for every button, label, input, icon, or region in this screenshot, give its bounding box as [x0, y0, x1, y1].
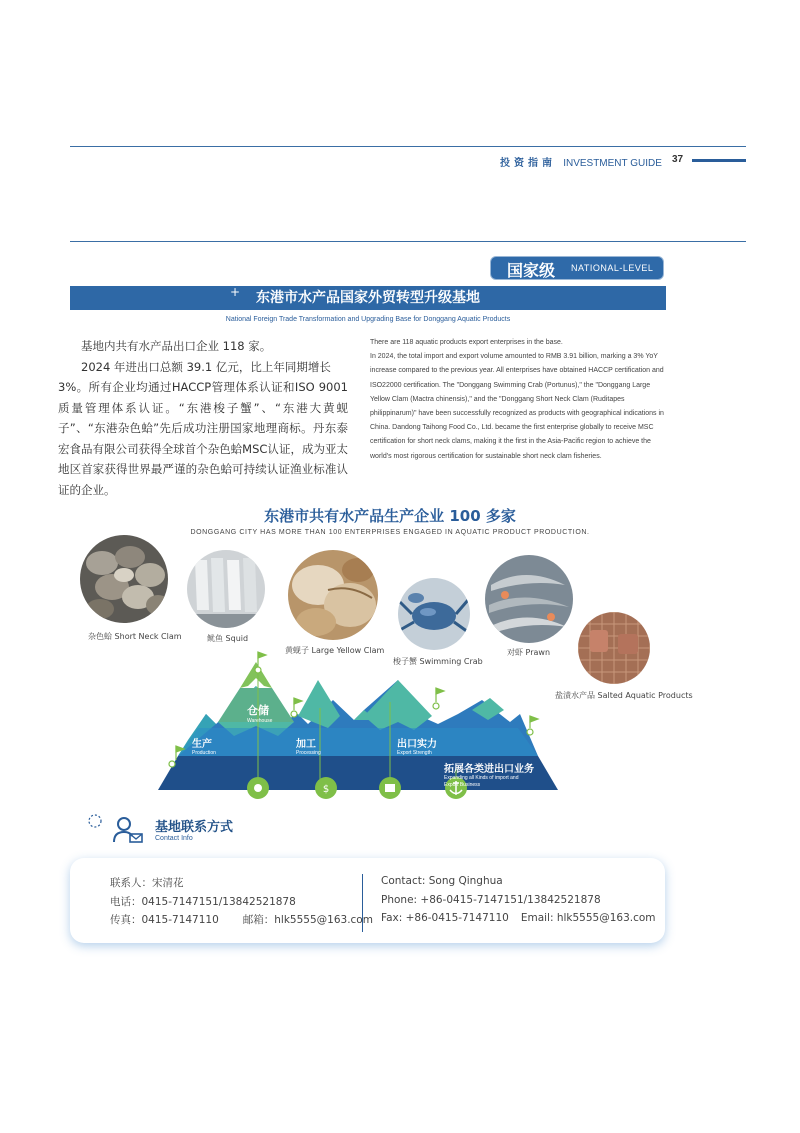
dashed-circle-icon	[87, 813, 103, 829]
label-storage: 仓储 Warehouse	[247, 704, 273, 724]
body-en-para: There are 118 aquatic products export enterprises in the base.	[370, 339, 563, 346]
contact-email-cn: 邮箱：hlk5555@163.com	[242, 914, 373, 926]
banner-subtitle: National Foreign Trade Transformation and Upgrading Base for Donggang Aquatic Products	[225, 316, 511, 323]
top-rule	[70, 146, 746, 147]
svg-text:$: $	[322, 784, 330, 795]
label-expand-business: 拓展各类进出口业务 Expanding all Kinds of import and Export Business	[444, 764, 534, 788]
large-yellow-clam-photo	[288, 550, 378, 640]
contact-person-en: Contact: Song Qinghua	[381, 875, 503, 887]
label-export-strength: 出口实力 Export Strength	[397, 739, 437, 756]
section-rule	[70, 241, 746, 242]
body-cn-para: 2024 年进出口总额 39.1 亿元，比上年同期增长	[81, 359, 331, 374]
contact-fax-cn: 传真：0415-7147110	[110, 914, 219, 926]
contact-title: 基地联系方式	[155, 820, 234, 835]
contact-phone-cn: 电话：0415-7147151/13842521878	[110, 896, 296, 908]
product-caption: 盐渍水产品 Salted Aquatic Products	[555, 691, 693, 700]
contact-fax-en: Fax: +86-0415-7147110	[381, 912, 509, 924]
salted-aquatic-products-photo	[578, 612, 650, 684]
contact-phone-en: Phone: +86-0415-7147151/13842521878	[381, 894, 601, 906]
level-badge	[490, 256, 664, 280]
label-production: 生产 Production	[192, 739, 216, 756]
page-number: 37	[672, 154, 684, 165]
prawn-photo	[485, 555, 573, 643]
banner-title: 东港市水产品国家外贸转型升级基地	[256, 290, 480, 306]
short-neck-clam-photo	[80, 535, 168, 623]
contact-email-en: Email: hlk5555@163.com	[520, 912, 656, 924]
contact-person-cn: 联系人：宋清花	[110, 877, 184, 889]
contact-subtitle: Contact Info	[155, 835, 193, 842]
product-caption: 梭子蟹 Swimming Crab	[393, 657, 483, 666]
contact-card	[70, 858, 665, 943]
level-badge-cn: 国家级	[507, 261, 556, 280]
contact-fax-email-en	[381, 912, 656, 924]
body-text-en	[370, 336, 670, 464]
enterprises-subtitle: DONGGANG CITY HAS MORE THAN 100 ENTERPRISES ENGAGED IN AQUATIC PRODUCT PRODUCTION.	[190, 529, 590, 536]
title-banner	[70, 286, 666, 310]
swimming-crab-photo	[398, 578, 470, 650]
product-caption: 鱿鱼 Squid	[207, 634, 249, 643]
enterprises-title: 东港市共有水产品生产企业 100 多家	[264, 507, 516, 525]
product-caption: 黄蚬子 Large Yellow Clam	[285, 646, 385, 655]
header-accent-bar	[692, 159, 746, 162]
body-text-cn	[58, 336, 348, 500]
contact-person-icon	[112, 816, 144, 844]
body-cn-para: 基地内共有水产品出口企业 118 家。	[81, 339, 272, 353]
body-cn-para: 3%。所有企业均通过HACCP管理体系认证和ISO 9001质量管理体系认证。“东港梭子蟹”、“东港大黄蚬子”、“东港杂色蛤”先后成功注册国家地理商标。丹东泰宏食品有限公司获得全球首个杂色蛤MSC认证，成为亚太地区首家获得世界最严谨的杂色蛤可持续认证渔业标准认证的企业。	[58, 380, 348, 497]
level-badge-en: NATIONAL-LEVEL	[571, 263, 654, 273]
header-section-cn: 投资指南	[500, 158, 556, 169]
product-caption: 杂色蛤 Short Neck Clam	[88, 632, 182, 641]
header-section-en: INVESTMENT GUIDE	[563, 158, 662, 169]
product-caption: 对虾 Prawn	[507, 648, 551, 657]
plus-icon: +	[230, 285, 241, 299]
label-processing: 加工 Processing	[296, 739, 321, 756]
squid-photo	[187, 550, 265, 628]
body-en-para: In 2024, the total import and export volume amounted to RMB 3.91 billion, marking a 3% YoY increase compared to the previous year. All enterprises have obtained HACCP certification and ISO22000 certification. The "Donggang Swimming Crab (Portunus)," the "Donggang Large Yellow Clam (Mactra chinensis)," and the "Donggang Short Neck Clam (Ruditapes philippinarum)" have been successfully recognized as products with geographical indications in China. Dandong Taihong Food Co., Ltd. became the first enterprise globally to receive MSC certification for short neck clams, making it the first in the Asia-Pacific region to achieve the world's most rigorous certification for sustainable short neck clam fisheries.	[370, 353, 664, 460]
contact-fax-email-cn	[110, 912, 373, 927]
